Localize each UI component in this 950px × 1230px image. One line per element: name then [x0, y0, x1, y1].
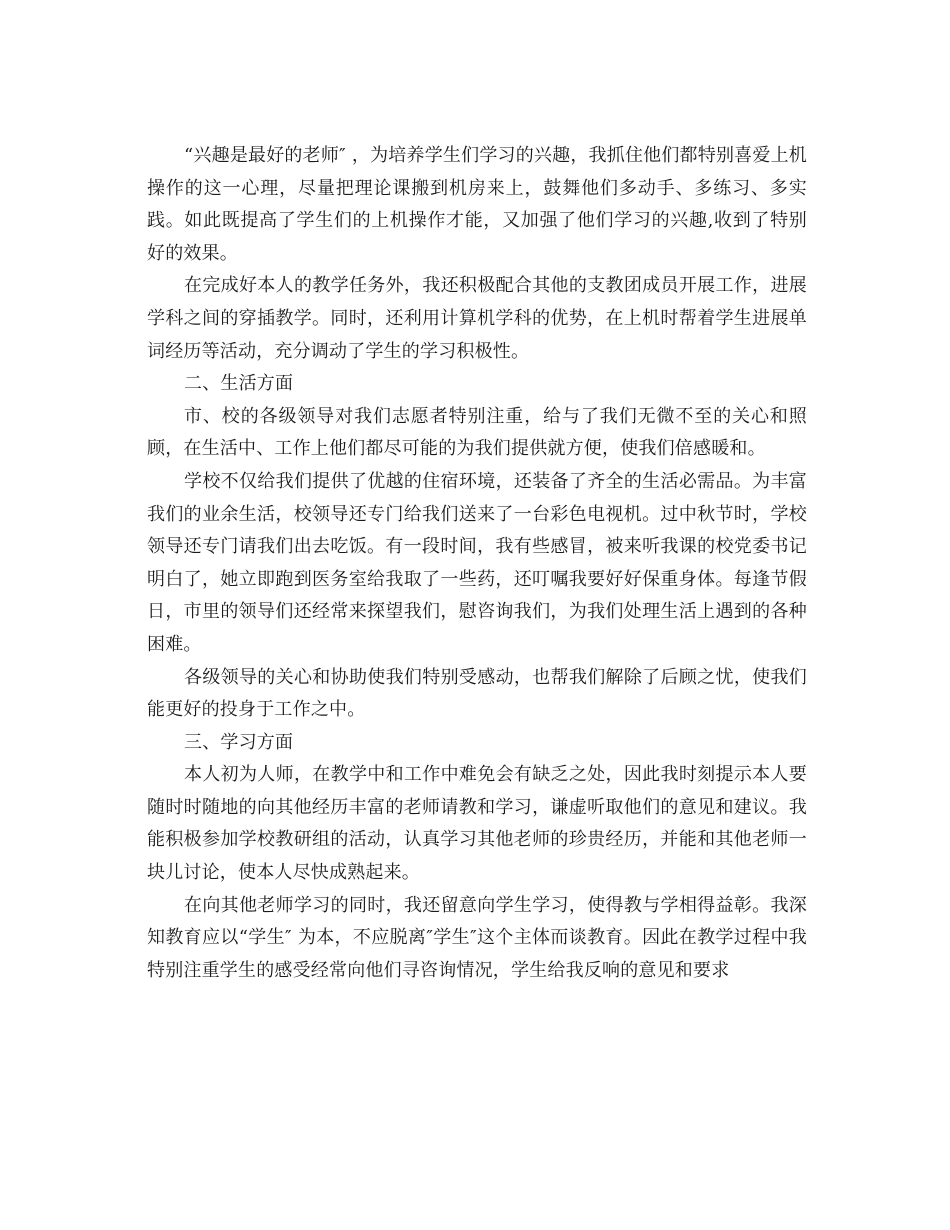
- paragraph-cooperation: 在完成好本人的教学任务外，我还积极配合其他的支教团成员开展工作，进展学科之间的穿插教学。同时，还利用计算机学科的优势，在上机时帮着学生进展单词经历等活动，充分调动了学生的学习积极性。: [147, 275, 807, 362]
- paragraph-learn-from-students: 在向其他老师学习的同时，我还留意向学生学习，使得教与学相得益彰。我深知教育应以“学生″ 为本，不应脱离″学生″这个主体而谈教育。因此在教学过程中我特别注重学生的感受经常向他们寻咨询情况，学生给我反响的意见和要求: [147, 894, 807, 981]
- paragraph-learn-from-teachers: 本人初为人师，在教学中和工作中难免会有缺乏之处，因此我时刻提示本人要随时时随地的向其他经历丰富的老师请教和学习，谦虚听取他们的意见和建议。我能积极参加学校教研组的活动，认真学习其他老师的珍贵经历，并能和其他老师一块儿讨论，使本人尽快成熟起来。: [147, 764, 807, 884]
- document-body: [147, 140, 807, 987]
- paragraph-school-support: 学校不仅给我们提供了优越的住宿环境，还装备了齐全的生活必需品。为丰富我们的业余生活，校领导还专门给我们送来了一台彩色电视机。过中秋节时，学校领导还专门请我们出去吃饭。有一段时间，我有些感冒，被来听我课的校党委书记明白了，她立即跑到医务室给我取了一些药，还叮嘱我要好好保重身体。每逢节假日，市里的领导们还经常来探望我们，慰咨询我们，为我们处理生活上遇到的各种困难。: [147, 470, 807, 655]
- section-heading-study: 三、学习方面: [184, 731, 294, 753]
- paragraph-gratitude: 各级领导的关心和协助使我们特别受感动，也帮我们解除了后顾之忧，使我们能更好的投身于工作之中。: [147, 666, 807, 721]
- paragraph-leader-care: 市、校的各级领导对我们志愿者特别注重，给与了我们无微不至的关心和照顾，在生活中、工作上他们都尽可能的为我们提供就方便，使我们倍感暖和。: [147, 405, 807, 460]
- section-heading-life: 二、生活方面: [184, 373, 294, 395]
- paragraph-interest-teaching: “兴趣是最好的老师″ ，为培养学生们学习的兴趣，我抓住他们都特别喜爱上机操作的这一心理，尽量把理论课搬到机房来上，鼓舞他们多动手、多练习、多实践。如此既提高了学生们的上机操作才能，又加强了他们学习的兴趣,收到了特别好的效果。: [147, 145, 807, 264]
